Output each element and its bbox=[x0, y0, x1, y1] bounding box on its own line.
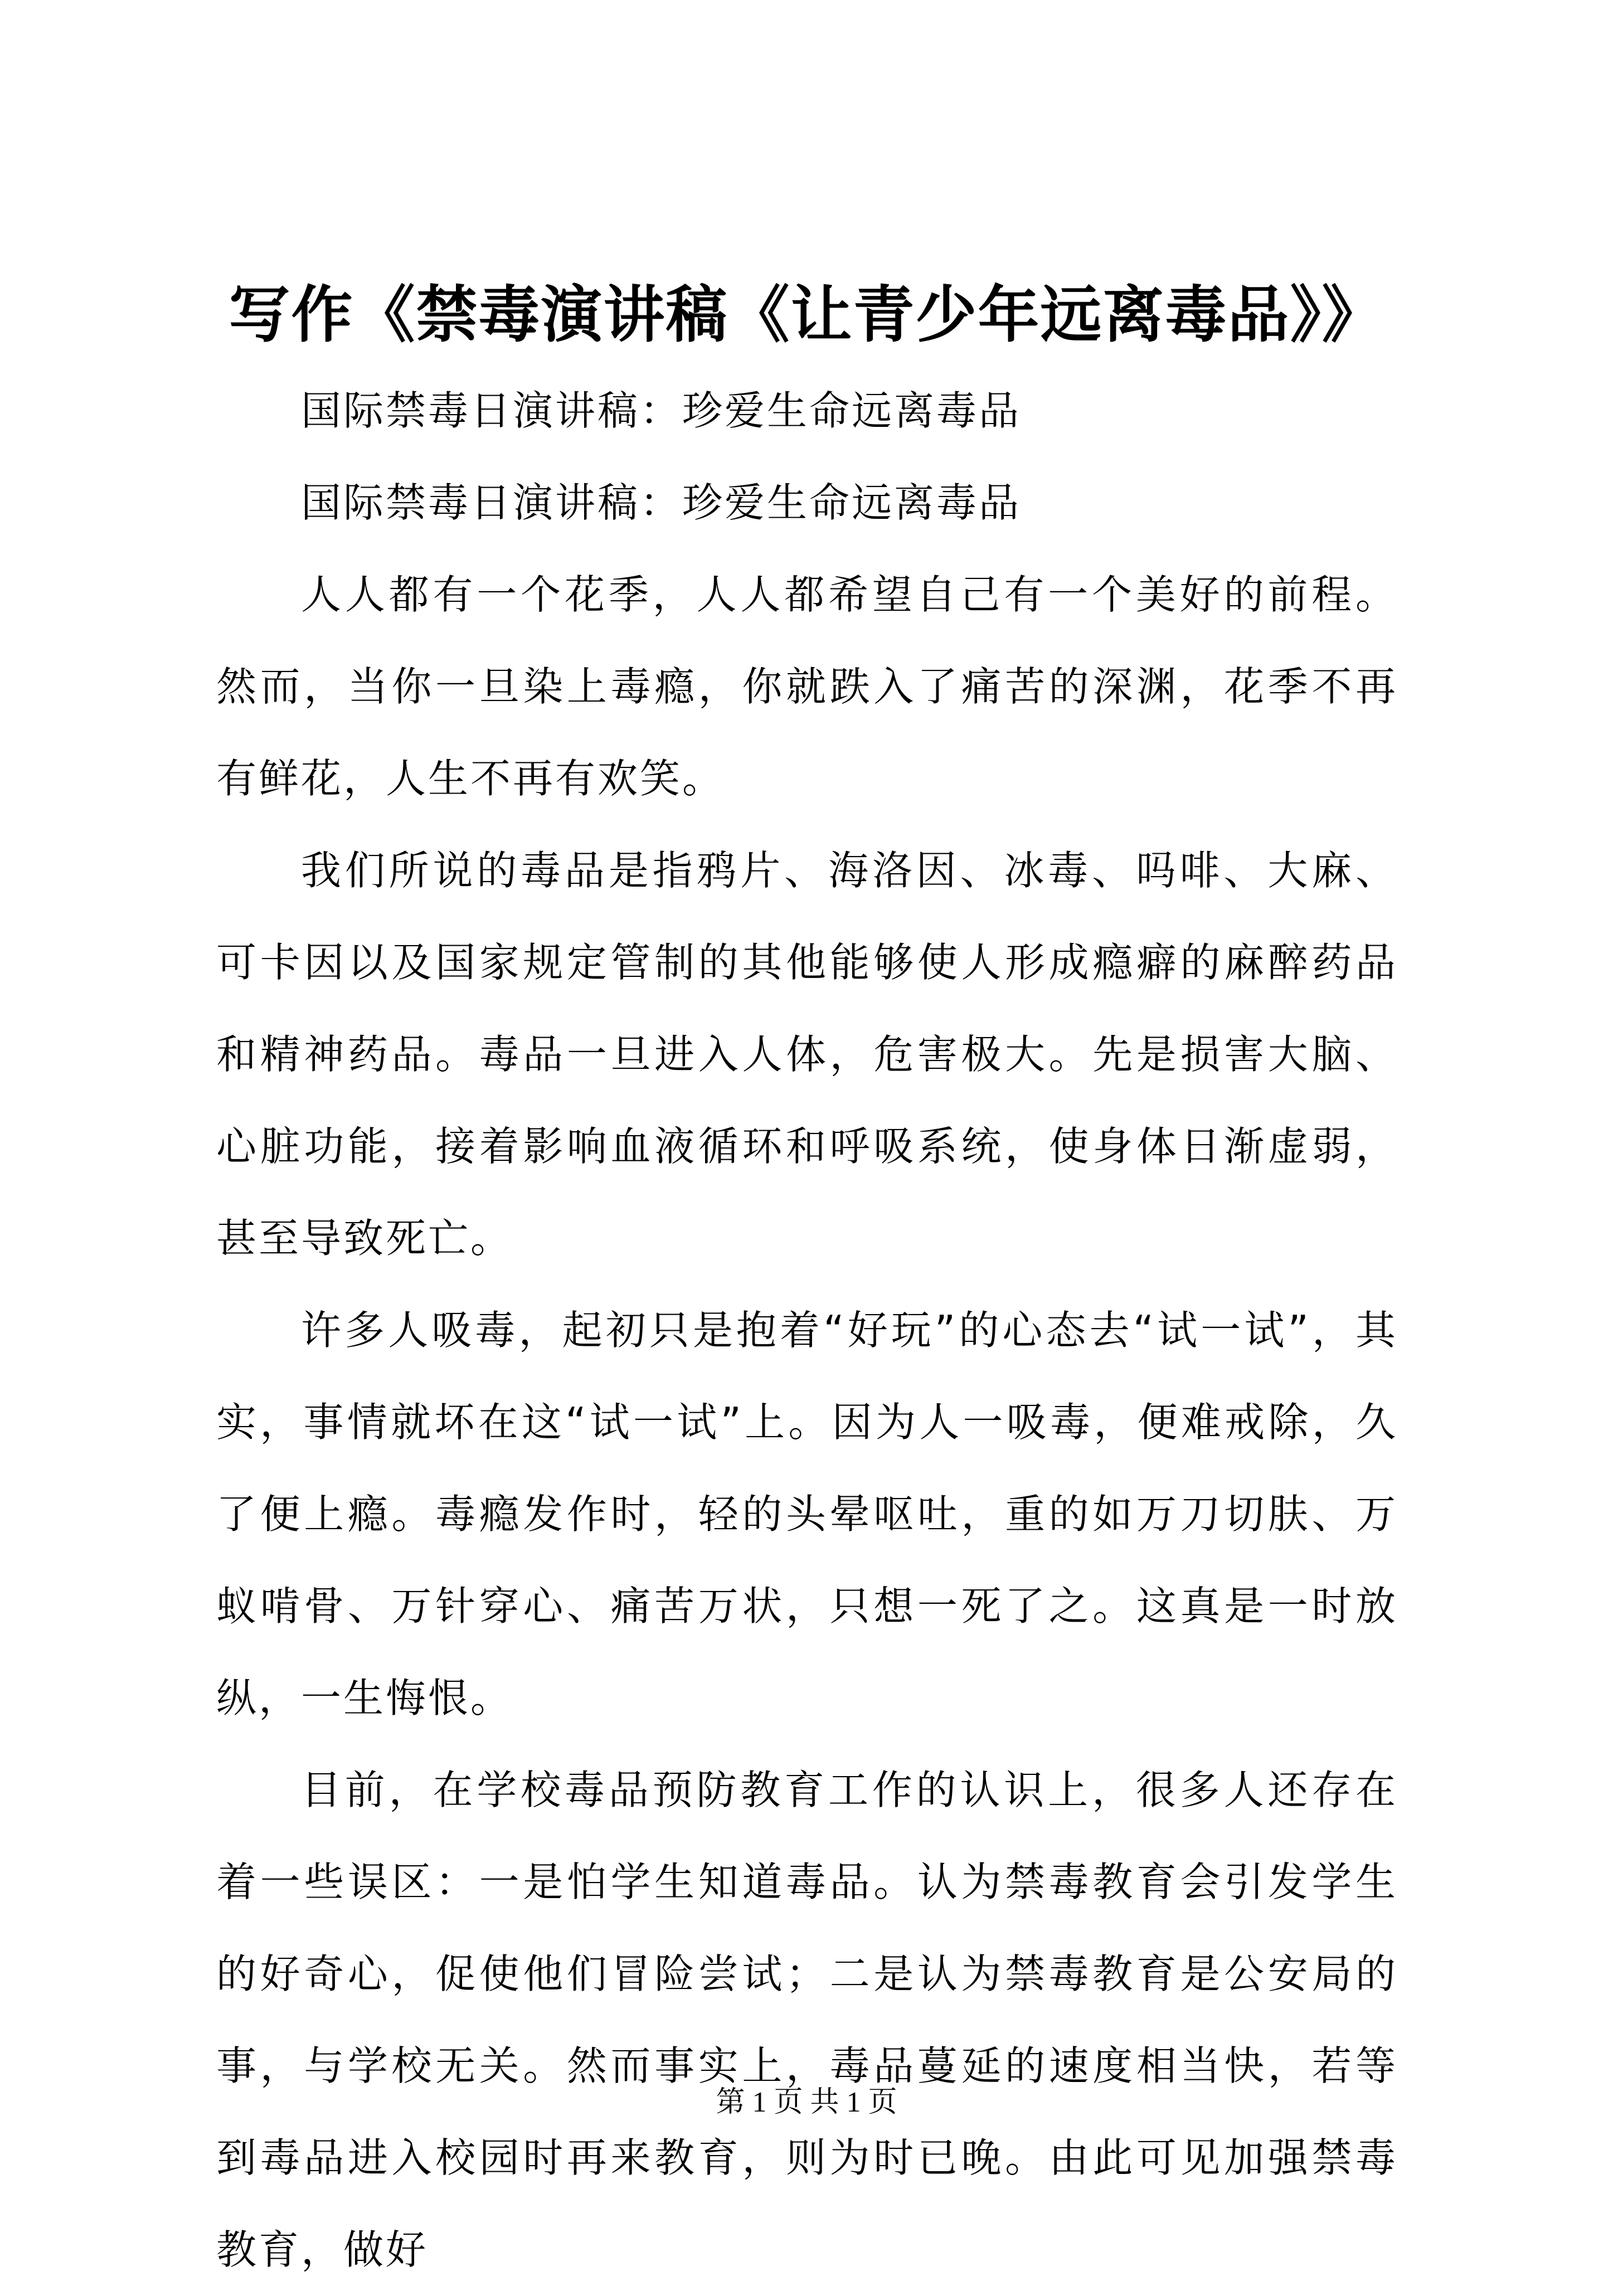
paragraph: 目前，在学校毒品预防教育工作的认识上，很多人还存在着一些误区：一是怕学生知道毒品。认为禁毒教育会引发学生的好奇心，促使他们冒险尝试；二是认为禁毒教育是公安局的事，与学校无关。然而事实上，毒品蔓延的速度相当快，若等到毒品进入校园时再来教育，则为时已晚。由此可见加强禁毒教育，做好 bbox=[216, 1767, 1398, 2273]
paragraph: 人人都有一个花季，人人都希望自己有一个美好的前程。然而，当你一旦染上毒瘾，你就跌入了痛苦的深渊，花季不再有鲜花，人生不再有欢笑。 bbox=[216, 571, 1398, 802]
document-title: 写作《禁毒演讲稿《让青少年远离毒品》》 bbox=[229, 279, 1384, 351]
paragraph: 许多人吸毒，起初只是抱着“好玩”的心态去“试一试”，其实，事情就坏在这“试一试”上。因为人一吸毒，便难戒除，久了便上瘾。毒瘾发作时，轻的头晕呕吐，重的如万刀切肤、万蚁啃骨、万针穿心、痛苦万状，只想一死了之。这真是一时放纵，一生悔恨。 bbox=[216, 1307, 1398, 1721]
paragraph: 我们所说的毒品是指鸦片、海洛因、冰毒、吗啡、大麻、可卡因以及国家规定管制的其他能够使人形成瘾癖的麻醉药品和精神药品。毒品一旦进入人体，危害极大。先是损害大脑、心脏功能，接着影响血液循环和呼吸系统，使身体日渐虚弱，甚至导致死亡。 bbox=[216, 847, 1398, 1262]
page-number-footer: 第 1 页 共 1 页 bbox=[716, 2086, 897, 2118]
document-body bbox=[216, 365, 1398, 2296]
paragraph-subtitle-1: 国际禁毒日演讲稿：珍爱生命远离毒品 bbox=[301, 387, 1022, 434]
paragraph-subtitle-2: 国际禁毒日演讲稿：珍爱生命远离毒品 bbox=[301, 479, 1022, 526]
